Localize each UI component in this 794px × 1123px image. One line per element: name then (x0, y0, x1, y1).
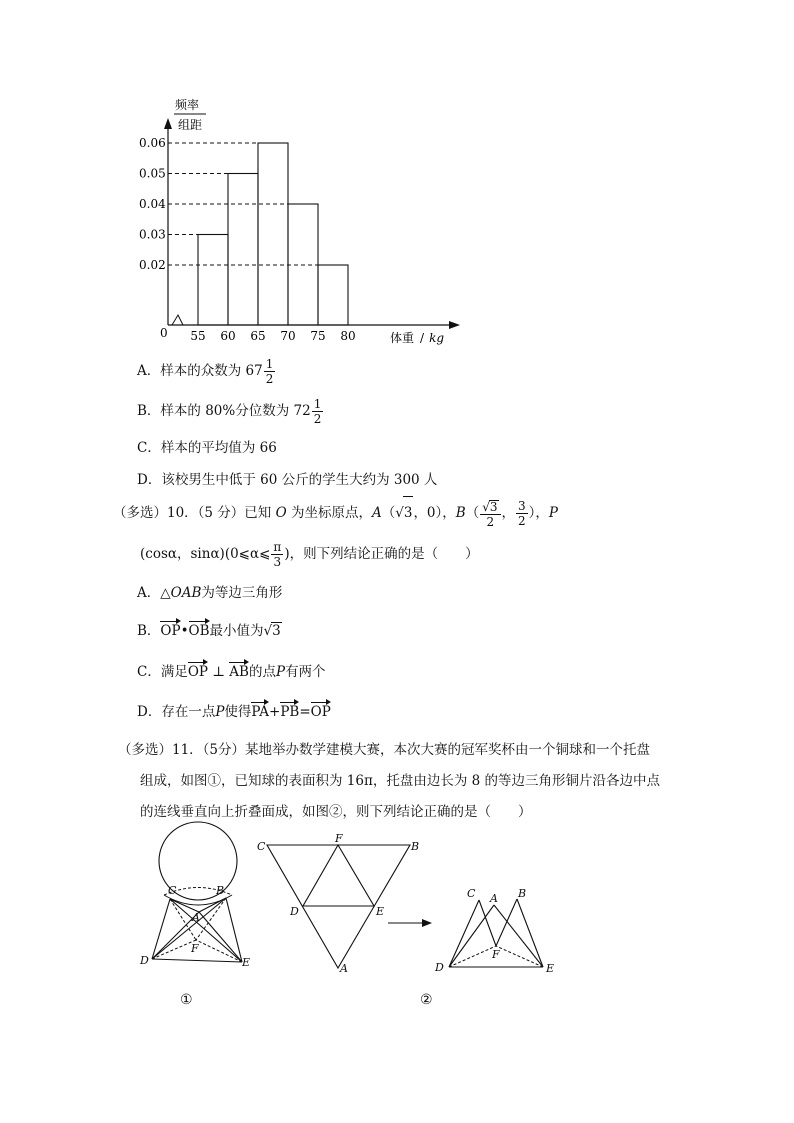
point-p: P (548, 505, 558, 521)
q11-stem-line2: 组成，如图①，已知球的表面积为 16π，托盘由边长为 8 的等边三角形铜片沿各边中点 (140, 773, 661, 789)
frac-num: √3 (480, 500, 500, 515)
y-axis-arrow (164, 118, 172, 129)
triangle-oab: OAB (170, 585, 202, 601)
q11-figures (0, 820, 794, 1020)
point-o: O (275, 505, 287, 521)
fig2-edge (496, 899, 517, 946)
q9-option-d[interactable]: D．该校男生中低于 60 公斤的学生大约为 300 人 (137, 472, 438, 488)
opt-text: A．△ (137, 585, 171, 601)
vector-op: OP (311, 701, 331, 720)
frac-num: 1 (313, 397, 322, 411)
fig1-hidden-edge (196, 940, 242, 962)
q9-option-a-fraction (264, 358, 276, 385)
q11-stem-line3: 的连线垂直向上折叠面成，如图②，则下列结论正确的是（ ） (140, 804, 532, 820)
q10-text: ，0）， (413, 505, 456, 521)
fig2-caption: ② (420, 992, 433, 1008)
equals-sign: = (299, 704, 311, 720)
vector-ab: AB (229, 661, 249, 680)
x-axis-label (390, 330, 444, 345)
x-tick-label: 80 (340, 329, 356, 343)
q10-text: （ (381, 505, 396, 521)
x-axis-label-unit: kg (429, 331, 445, 345)
y-axis-label-bottom: 组距 (177, 118, 203, 132)
q10-option-b[interactable]: B．OP•OB最小值为√3 (137, 619, 282, 639)
origin-label: 0 (160, 326, 168, 340)
opt-text: 最小值为 (209, 623, 264, 639)
q9-option-a[interactable] (137, 356, 276, 386)
fig2-label-d: D (435, 961, 444, 974)
q9-option-b[interactable] (137, 396, 324, 426)
x-tick-label: 55 (190, 329, 206, 343)
q10-text: （多选）10．（5 分）已知 (113, 505, 276, 521)
net-label-a: A (340, 962, 348, 975)
histogram-bar (318, 265, 348, 325)
y-tick-label: 0.06 (139, 136, 166, 150)
fig1-caption: ① (180, 992, 193, 1008)
vector-ob: OB (189, 620, 210, 639)
y-tick-label: 0.02 (139, 258, 166, 272)
x-axis-label-slash: / (420, 331, 425, 345)
frac-den: 2 (486, 514, 495, 529)
opt-text: D．存在一点 (137, 704, 216, 720)
opt-text: 有两个 (285, 664, 326, 680)
vector-op: OP (188, 661, 208, 680)
fig2-label-e: E (546, 962, 555, 975)
histogram-bar (198, 235, 228, 326)
q10-stem-line1: （多选）10．（5 分）已知 O 为坐标原点，A（√3，0），B（ $\frac{√3}{2}$ ， $\frac{3}{2}$ ），P (113, 496, 558, 529)
frac-num: π (273, 540, 282, 554)
pi-over-3 (271, 541, 283, 568)
net-label-c: C (257, 840, 266, 853)
x-tick-label: 70 (280, 329, 296, 343)
opt-text: 为等边三角形 (201, 585, 283, 601)
frac-num: 3 (518, 499, 526, 513)
frac-num: 1 (265, 357, 274, 371)
histogram-bar (228, 174, 258, 326)
y-tick-label: 0.03 (139, 227, 166, 242)
transform-arrow-head (422, 919, 432, 927)
fig2-label-a: A (490, 892, 498, 905)
q9-option-b-fraction (312, 398, 324, 425)
fig1-label-d: D (140, 954, 149, 967)
histogram-chart (0, 0, 794, 360)
net-inner-triangle (303, 845, 374, 906)
b-y-fraction (516, 500, 528, 527)
vector-pa: PA (251, 701, 269, 720)
fig1-label-c: C (168, 884, 177, 897)
axis-break (172, 315, 183, 325)
sqrt-3: 3 (272, 623, 281, 639)
fig1-label-e: E (242, 956, 251, 969)
net-label-d: D (290, 905, 299, 918)
opt-text: 使得 (224, 704, 252, 720)
fig1-edge (152, 959, 242, 962)
histogram-bar (258, 143, 288, 325)
q10-text: )，则下列结论正确的是（ ） (284, 546, 479, 562)
q11-stem-line1: （多选）11．（5分）某地举办数学建模大赛，本次大赛的冠军奖杯由一个铜球和一个托盘 (118, 742, 651, 758)
opt-text: 的点 (248, 664, 276, 680)
dot-operator: • (180, 623, 189, 639)
frac-den: 2 (518, 514, 526, 528)
net-label-b: B (411, 840, 420, 853)
opt-text: C．满足 (137, 664, 188, 680)
q10-option-d[interactable] (137, 700, 331, 720)
fig1-label-b: B (216, 884, 225, 897)
frac-den: 3 (273, 555, 282, 569)
q10-option-c[interactable] (137, 660, 326, 680)
x-tick-label: 75 (310, 329, 326, 343)
q10-text: （ (465, 505, 480, 521)
point-a: A (371, 505, 382, 521)
frac-den: 2 (265, 372, 274, 386)
x-tick-label: 60 (220, 329, 236, 343)
x-tick-label: 65 (250, 329, 266, 343)
opt-text: B． (137, 623, 161, 639)
vector-pb: PB (280, 701, 299, 720)
fig2-edge (449, 905, 494, 967)
q10-text: 为坐标原点， (286, 505, 372, 521)
sqrt-3: 3 (489, 499, 498, 514)
q10-option-a[interactable] (137, 581, 282, 601)
x-axis-arrow (449, 321, 460, 329)
x-axis-label-text: 体重 (390, 331, 415, 345)
b-x-fraction (480, 500, 500, 528)
fig2-edge (517, 899, 543, 967)
q10-text: ）， (528, 505, 549, 521)
y-axis-label-top: 频率 (174, 98, 200, 112)
net-label-e: E (376, 905, 385, 918)
plus-sign: + (269, 704, 281, 720)
fig2-label-f: F (492, 948, 500, 961)
sqrt-3: 3 (403, 496, 414, 529)
net-label-f: F (335, 832, 343, 845)
q9-option-c[interactable]: C．样本的平均值为 66 (137, 440, 277, 456)
point-p: P (275, 664, 286, 680)
fig2-edge (494, 905, 543, 967)
q9-option-a-text: A．样本的众数为 67 (137, 363, 263, 379)
fig2-label-c: C (467, 887, 476, 900)
fig2-label-b: B (518, 887, 527, 900)
y-tick-label: 0.04 (139, 197, 166, 211)
q10-stem-line2 (140, 538, 479, 570)
q10-text: ， (501, 505, 515, 521)
vector-op: OP (160, 620, 180, 639)
y-tick-label: 0.05 (139, 166, 166, 181)
q10-text: (cosα，sinα)(0⩽α⩽ (140, 546, 271, 562)
frac-den: 2 (313, 412, 322, 426)
q9-option-b-text: B．样本的 80%分位数为 72 (137, 403, 311, 419)
fig1-label-f: F (191, 942, 199, 955)
point-b: B (455, 505, 466, 521)
point-p: P (215, 704, 225, 720)
fig1-label-a: A (192, 911, 200, 924)
fig1-hidden-edge (152, 940, 196, 959)
perp-symbol: ⊥ (212, 664, 225, 680)
fig2-edge (449, 900, 479, 967)
